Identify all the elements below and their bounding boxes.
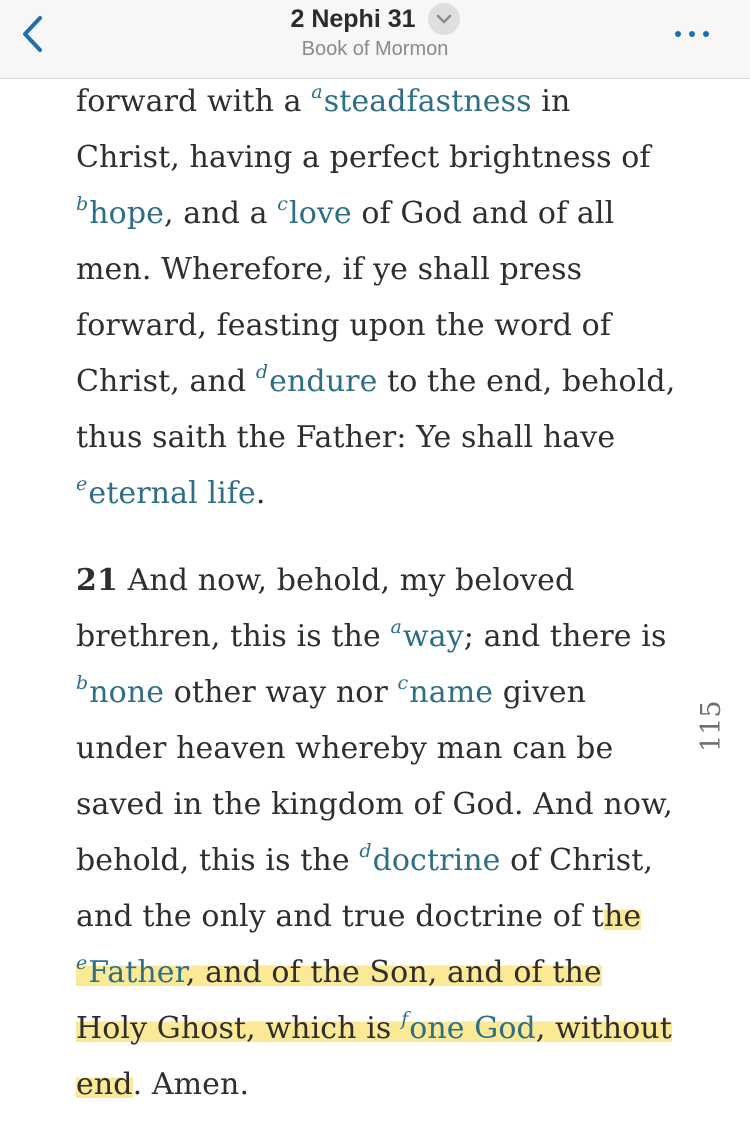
footnote-word: Father [88,955,186,990]
footnote-link-steadfastness[interactable] [311,81,532,119]
more-dot [689,31,695,37]
verse-21 [76,553,676,1113]
footnote-word: one God [409,1011,536,1046]
verse-text: other way nor [164,675,398,710]
top-bar [0,0,750,79]
footnote-link-eternal-life[interactable] [76,473,256,511]
more-options-button[interactable] [662,16,722,52]
title-area [0,0,750,62]
more-dot [703,31,709,37]
footnote-link-hope[interactable] [76,193,165,231]
footnote-word: way [402,619,464,654]
verse-text: of Christ, and the only and true doctrine of t [76,843,654,934]
more-dots-icon [675,31,681,37]
footnote-marker: b [76,672,89,694]
footnote-word: love [289,196,352,231]
verse-text: ; and there is [463,619,667,654]
footnote-word: name [409,675,494,710]
scripture-text [76,74,676,1113]
footnote-marker: b [76,193,89,215]
footnote-link-doctrine[interactable] [359,840,501,878]
verse-number[interactable]: 21 [76,563,118,598]
chevron-down-icon [436,13,452,25]
footnote-link-none[interactable] [76,672,165,710]
verse-text: , and a [164,196,278,231]
footnote-word: steadfastness [323,84,532,119]
footnote-link-name[interactable] [397,672,494,710]
verse-text: given under heaven whereby man can be saved in the kingdom of God. And now, behold, this is the [76,675,673,878]
verse-text: , and of the Son, and of the Holy Ghost, which is [76,955,602,1046]
footnote-marker: d [359,840,372,862]
footnote-marker: a [311,81,323,103]
verse-text: . Amen. [132,1067,250,1102]
verse-text: to the end, behold, thus saith the Father: Ye shall have [76,364,676,455]
footnote-word: doctrine [372,843,501,878]
chapter-title[interactable]: 2 Nephi 31 [290,5,416,33]
footnote-marker: e [76,952,88,974]
footnote-link-endure[interactable] [255,361,378,399]
page-number: 115 [696,700,727,752]
footnote-link-father[interactable] [76,952,186,990]
footnote-marker: c [397,672,409,694]
footnote-word: endure [269,364,378,399]
footnote-link-love[interactable] [277,193,352,231]
footnote-word: eternal life [88,476,256,511]
verse-text: . [255,476,266,511]
footnote-marker: e [76,473,88,495]
verse-text: in Christ, having a perfect brightness of [76,84,651,175]
footnote-marker: d [255,361,269,383]
footnote-word: none [89,675,165,710]
footnote-link-way[interactable] [390,616,464,654]
title-row[interactable] [290,2,459,36]
verse-text: he [603,899,642,934]
footnote-marker: c [277,193,289,215]
chapter-dropdown-button[interactable] [428,3,460,35]
footnote-marker: a [390,616,402,638]
verse-text: of God and of all men. Wherefore, if ye shall press forward, feasting upon the word of Christ, and [76,196,615,399]
verse-text: forward with a [76,84,312,119]
footnote-link-one-god[interactable] [401,1008,536,1046]
footnote-marker: f [401,1008,409,1030]
verse-text: And now, behold, my beloved brethren, this is the [76,563,575,654]
footnote-word: hope [89,196,165,231]
verse-20-continuation [76,74,676,522]
verse-text: , without end [76,1011,672,1102]
book-subtitle: Book of Mormon [301,38,449,60]
